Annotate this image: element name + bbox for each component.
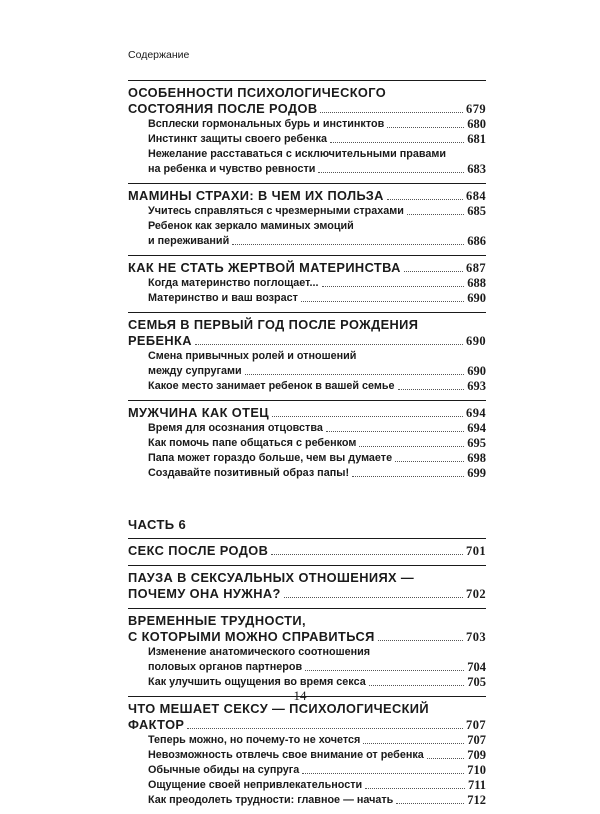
subsection-text: Ребенок как зеркало маминых эмоций xyxy=(148,220,354,232)
subsection-text: Материнство и ваш возраст xyxy=(148,292,298,304)
dot-leader xyxy=(272,416,463,417)
dot-leader xyxy=(320,112,463,113)
page-ref: 705 xyxy=(467,675,486,689)
dot-leader xyxy=(245,374,465,375)
toc-section xyxy=(128,183,486,249)
running-head: Содержание xyxy=(128,49,190,61)
subsection-line xyxy=(128,436,486,451)
section-title-text: РЕБЕНКА xyxy=(128,333,192,348)
subsection-line xyxy=(128,204,486,219)
dot-leader xyxy=(284,597,463,598)
dot-leader xyxy=(305,670,464,671)
section-title-text: СЕКС ПОСЛЕ РОДОВ xyxy=(128,543,269,558)
page-ref: 698 xyxy=(467,451,486,465)
page-ref: 680 xyxy=(467,117,486,131)
section-title-line xyxy=(128,333,486,349)
dot-leader xyxy=(398,389,465,390)
page-ref: 701 xyxy=(466,544,486,558)
section-title-line xyxy=(128,629,486,645)
page-ref: 681 xyxy=(467,132,486,146)
dot-leader xyxy=(365,788,465,789)
section-title-text: С КОТОРЫМИ МОЖНО СПРАВИТЬСЯ xyxy=(128,629,375,644)
subsection-line xyxy=(128,645,486,660)
page-ref: 683 xyxy=(467,162,486,176)
dot-leader xyxy=(396,803,464,804)
page-ref: 712 xyxy=(467,793,486,807)
subsection-text: Изменение анатомического соотношения xyxy=(148,646,371,658)
subsection-line xyxy=(128,748,486,763)
page-ref: 690 xyxy=(467,291,486,305)
subsection-line xyxy=(128,147,486,162)
toc-group-part-5 xyxy=(128,80,486,481)
subsection-text: Учитесь справляться с чрезмерными страхами xyxy=(148,205,404,217)
toc-section xyxy=(128,565,486,602)
page-ref: 694 xyxy=(467,421,486,435)
subsection-text: Всплески гормональных бурь и инстинктов xyxy=(148,118,385,130)
section-title-text: КАК НЕ СТАТЬ ЖЕРТВОЙ МАТЕРИНСТВА xyxy=(128,260,401,275)
subsection-line xyxy=(128,778,486,793)
page-ref: 710 xyxy=(467,763,486,777)
subsection-line xyxy=(128,364,486,379)
dot-leader xyxy=(195,344,463,345)
subsection-line xyxy=(128,763,486,778)
page-ref: 703 xyxy=(466,630,486,644)
toc-section xyxy=(128,80,486,177)
page-ref: 707 xyxy=(467,733,486,747)
subsection-text: половых органов партнеров xyxy=(148,661,303,673)
dot-leader xyxy=(404,271,463,272)
subsection-line xyxy=(128,379,486,394)
section-title-line xyxy=(128,101,486,117)
subsection-text: между супругами xyxy=(148,365,242,377)
dot-leader xyxy=(187,728,463,729)
toc-section xyxy=(128,312,486,394)
dot-leader xyxy=(363,743,464,744)
page-number: 14 xyxy=(293,688,307,703)
subsection-text: Инстинкт защиты своего ребенка xyxy=(148,133,328,145)
subsection-line xyxy=(128,234,486,249)
subsection-text: Создавайте позитивный образ папы! xyxy=(148,467,350,479)
dot-leader xyxy=(395,461,464,462)
page-ref: 709 xyxy=(467,748,486,762)
page-ref: 688 xyxy=(467,276,486,290)
subsection-text: Нежелание расставаться с исключительными правами xyxy=(148,148,446,160)
section-title-text: МУЖЧИНА КАК ОТЕЦ xyxy=(128,405,270,420)
section-title-line xyxy=(128,586,486,602)
page-ref: 702 xyxy=(466,587,486,601)
toc-section xyxy=(128,608,486,690)
subsection-text: Как улучшить ощущения во время секса xyxy=(148,676,366,688)
page-ref: 704 xyxy=(467,660,486,674)
dot-leader xyxy=(271,554,463,555)
section-title-text: СЕМЬЯ В ПЕРВЫЙ ГОД ПОСЛЕ РОЖДЕНИЯ xyxy=(128,317,419,332)
dot-leader xyxy=(330,142,464,143)
toc-section xyxy=(128,255,486,306)
toc-group-part-6 xyxy=(128,538,486,808)
dot-leader xyxy=(301,301,464,302)
subsection-line xyxy=(128,162,486,177)
dot-leader xyxy=(387,127,464,128)
dot-leader xyxy=(302,773,464,774)
section-title-line xyxy=(128,717,486,733)
subsection-text: Как преодолеть трудности: главное — начать xyxy=(148,794,394,806)
section-title-line xyxy=(128,570,486,586)
page-ref: 690 xyxy=(467,364,486,378)
section-title-text: ОСОБЕННОСТИ ПСИХОЛОГИЧЕСКОГО xyxy=(128,85,387,100)
section-title-line xyxy=(128,188,486,204)
subsection-line xyxy=(128,421,486,436)
section-title-line xyxy=(128,85,486,101)
section-title-text: ВРЕМЕННЫЕ ТРУДНОСТИ, xyxy=(128,613,306,628)
toc-section xyxy=(128,696,486,808)
page-ref: 699 xyxy=(467,466,486,480)
page-ref: 711 xyxy=(467,778,486,792)
part-label: ЧАСТЬ 6 xyxy=(128,517,187,532)
dot-leader xyxy=(407,214,464,215)
dot-leader xyxy=(318,172,464,173)
page-ref: 679 xyxy=(466,102,486,116)
page-ref: 690 xyxy=(466,334,486,348)
subsection-line xyxy=(128,219,486,234)
page-ref: 684 xyxy=(466,189,486,203)
page-ref: 686 xyxy=(467,234,486,248)
section-title-text: ПАУЗА В СЕКСУАЛЬНЫХ ОТНОШЕНИЯХ — xyxy=(128,570,415,585)
subsection-line xyxy=(128,132,486,147)
section-title-text: СОСТОЯНИЯ ПОСЛЕ РОДОВ xyxy=(128,101,318,116)
dot-leader xyxy=(352,476,464,477)
dot-leader xyxy=(369,685,465,686)
subsection-line xyxy=(128,793,486,808)
dot-leader xyxy=(387,199,463,200)
toc-section xyxy=(128,400,486,481)
section-title-text: МАМИНЫ СТРАХИ: В ЧЕМ ИХ ПОЛЬЗА xyxy=(128,188,384,203)
page-ref: 694 xyxy=(466,406,486,420)
page-ref: 687 xyxy=(466,261,486,275)
subsection-text: Теперь можно, но почему-то не хочется xyxy=(148,734,361,746)
dot-leader xyxy=(359,446,464,447)
subsection-line xyxy=(128,291,486,306)
subsection-text: Невозможность отвлечь свое внимание от ребенка xyxy=(148,749,424,761)
subsection-text: Время для осознания отцовства xyxy=(148,422,323,434)
dot-leader xyxy=(232,244,464,245)
subsection-line xyxy=(128,660,486,675)
subsection-text: Обычные обиды на супруга xyxy=(148,764,300,776)
subsection-text: и переживаний xyxy=(148,235,230,247)
subsection-text: Смена привычных ролей и отношений xyxy=(148,350,357,362)
section-title-line xyxy=(128,543,486,559)
subsection-line xyxy=(128,733,486,748)
page-ref: 685 xyxy=(467,204,486,218)
page-ref: 695 xyxy=(467,436,486,450)
section-title-line xyxy=(128,613,486,629)
toc-section xyxy=(128,538,486,559)
subsection-line xyxy=(128,349,486,364)
subsection-text: Какое место занимает ребенок в вашей семье xyxy=(148,380,395,392)
subsection-text: Папа может гораздо больше, чем вы думаете xyxy=(148,452,393,464)
subsection-text: на ребенка и чувство ревности xyxy=(148,163,316,175)
section-title-line xyxy=(128,317,486,333)
dot-leader xyxy=(326,431,464,432)
subsection-text: Когда материнство поглощает... xyxy=(148,277,319,289)
section-title-line xyxy=(128,405,486,421)
section-title-text: ЧТО МЕШАЕТ СЕКСУ — ПСИХОЛОГИЧЕСКИЙ xyxy=(128,701,429,716)
section-title-text: ПОЧЕМУ ОНА НУЖНА? xyxy=(128,586,281,601)
subsection-line xyxy=(128,451,486,466)
subsection-line xyxy=(128,466,486,481)
subsection-text: Ощущение своей непривлекательности xyxy=(148,779,363,791)
dot-leader xyxy=(427,758,464,759)
subsection-line xyxy=(128,276,486,291)
subsection-text: Как помочь папе общаться с ребенком xyxy=(148,437,357,449)
subsection-line xyxy=(128,117,486,132)
section-title-line xyxy=(128,260,486,276)
dot-leader xyxy=(322,286,465,287)
page-ref: 693 xyxy=(467,379,486,393)
dot-leader xyxy=(378,640,463,641)
section-title-text: ФАКТОР xyxy=(128,717,185,732)
page-ref: 707 xyxy=(466,718,486,732)
